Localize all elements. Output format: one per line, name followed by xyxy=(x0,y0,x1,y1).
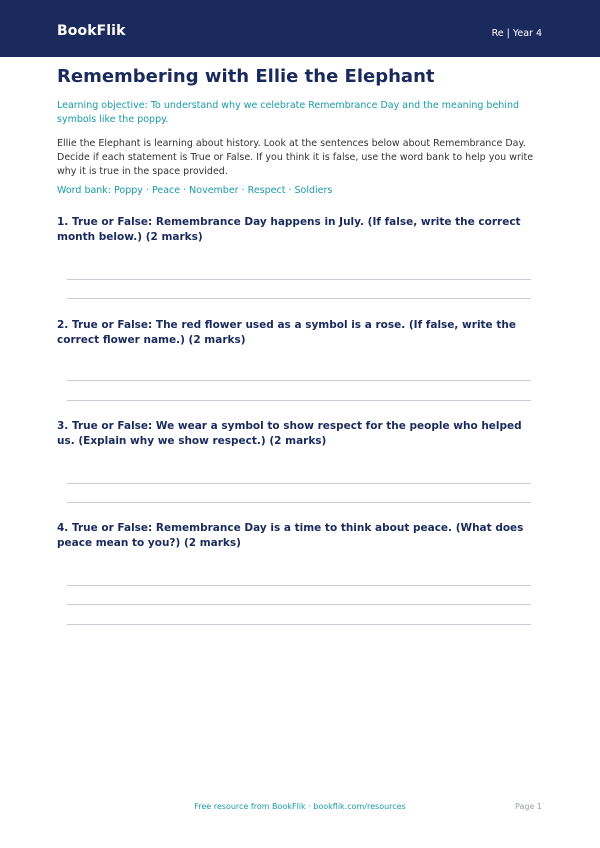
question-1: 1. True or False: Remembrance Day happens in July. (If false, write the correct month below.) (2 marks) xyxy=(57,216,521,243)
page-title: Remembering with Ellie the Elephant xyxy=(57,66,435,87)
instructions: Ellie the Elephant is learning about history. Look at the sentences below about Remembrance Day. Decide if each statement is True or False. If you think it is false, use the word bank to help you write why it is true in the space provided. xyxy=(57,138,534,177)
answer-line[interactable] xyxy=(67,298,531,299)
answer-line[interactable] xyxy=(67,483,531,484)
question-2: 2. True or False: The red flower used as a symbol is a rose. (If false, write the correct flower name.) (2 marks) xyxy=(57,319,516,346)
answer-line[interactable] xyxy=(67,279,531,280)
learning-objective: Learning objective: To understand why we celebrate Remembrance Day and the meaning behind symbols like the poppy. xyxy=(57,100,519,125)
question-4: 4. True or False: Remembrance Day is a time to think about peace. (What does peace mean to you?) (2 marks) xyxy=(57,522,524,549)
subject-year-label: Re | Year 4 xyxy=(491,28,542,39)
question-3: 3. True or False: We wear a symbol to show respect for the people who helped us. (Explain why we show respect.) (2 marks) xyxy=(57,420,522,447)
answer-line[interactable] xyxy=(67,604,531,605)
answer-line[interactable] xyxy=(67,400,531,401)
brand-logo: BookFlik xyxy=(57,23,126,39)
page-number: Page 1 xyxy=(515,802,542,811)
answer-line[interactable] xyxy=(67,380,531,381)
footer-source: Free resource from BookFlik · bookflik.com/resources xyxy=(194,802,406,811)
answer-line[interactable] xyxy=(67,624,531,625)
word-bank: Word bank: Poppy · Peace · November · Respect · Soldiers xyxy=(57,185,333,196)
header-bar xyxy=(0,0,600,57)
answer-line[interactable] xyxy=(67,585,531,586)
answer-line[interactable] xyxy=(67,502,531,503)
